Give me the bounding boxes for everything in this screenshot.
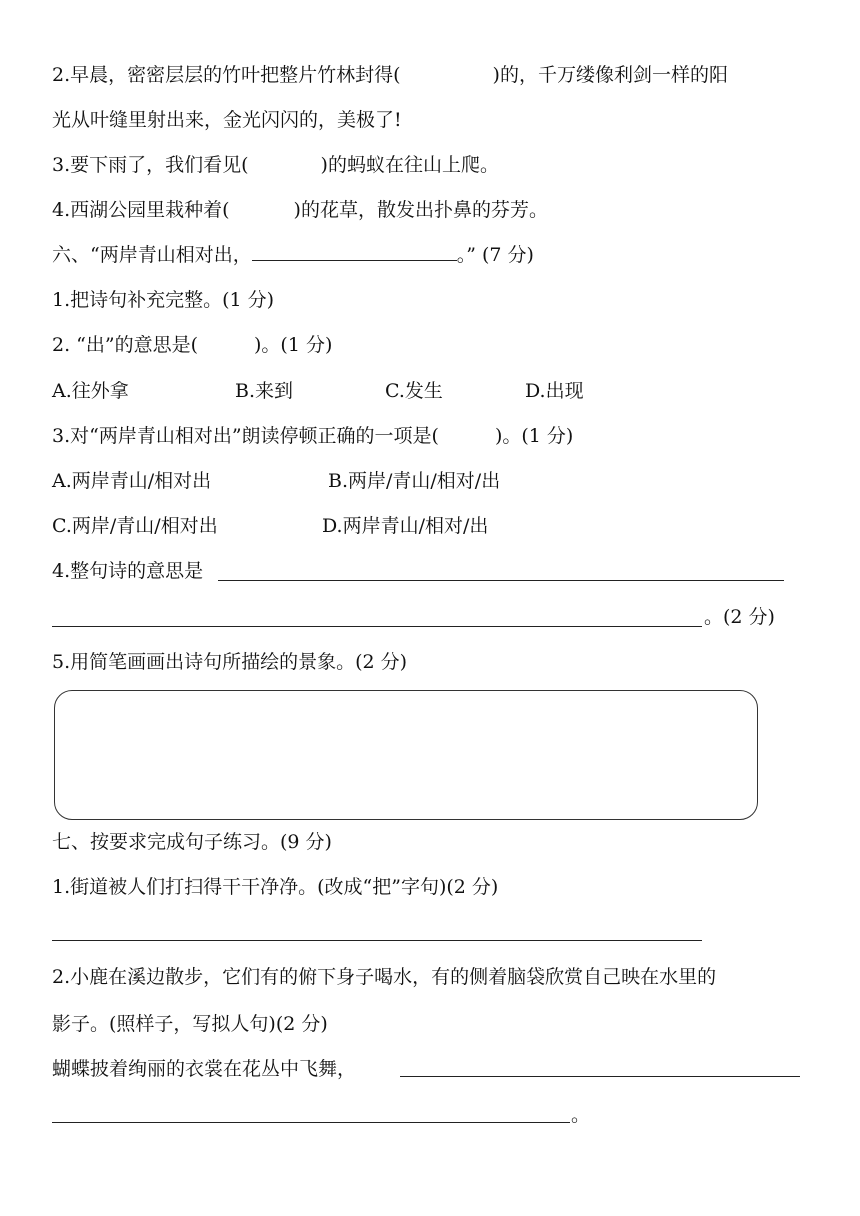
answer-line[interactable]	[52, 626, 702, 627]
section-6-question-1: 1.把诗句补充完整。(1 分)	[52, 289, 275, 311]
section-7-question-2-prompt: 蝴蝶披着绚丽的衣裳在花丛中飞舞，	[52, 1058, 357, 1080]
section-6-question-2-start: 2. “出”的意思是(	[52, 334, 199, 356]
section-6-question-3-end: )。(1 分)	[494, 425, 574, 447]
answer-line[interactable]	[400, 1076, 800, 1077]
section-6-question-2	[52, 332, 332, 358]
option-a[interactable]: A.两岸青山/相对出	[52, 470, 212, 492]
section-6-question-4-score: 。(2 分)	[704, 606, 775, 628]
option-c[interactable]: C.发生	[385, 380, 443, 402]
section-7-question-2-line-2: 影子。(照样子，写拟人句)(2 分)	[52, 1013, 328, 1035]
section-7-question-2-line-1: 2.小鹿在溪边散步，它们有的俯下身子喝水，有的侧着脑袋欣赏自己映在水里的	[52, 966, 717, 988]
option-c[interactable]: C.两岸/青山/相对出	[52, 515, 218, 537]
section-7-question-2-end: 。	[571, 1104, 591, 1126]
question-2-line-2: 光从叶缝里射出来，金光闪闪的，美极了!	[52, 109, 402, 131]
question-3	[52, 152, 499, 178]
question-4-text-end: )的花草，散发出扑鼻的芬芳。	[293, 199, 548, 221]
section-7-question-1: 1.街道被人们打扫得干干净净。(改成“把”字句)(2 分)	[52, 876, 499, 898]
section-6-title-start: 六、“两岸青山相对出，	[52, 244, 252, 266]
section-6-title	[52, 242, 534, 268]
section-6-question-3-start: 3.对“两岸青山相对出”朗读停顿正确的一项是(	[52, 425, 439, 447]
section-6-question-5: 5.用简笔画画出诗句所描绘的景象。(2 分)	[52, 651, 408, 673]
option-b[interactable]: B.两岸/青山/相对/出	[328, 470, 501, 492]
section-6-question-4: 4.整句诗的意思是	[52, 560, 204, 582]
answer-line[interactable]	[252, 242, 457, 261]
question-2-line-1	[52, 62, 728, 88]
question-3-text-end: )的蚂蚁在往山上爬。	[320, 154, 499, 176]
question-4-text-start: 4.西湖公园里栽种着(	[52, 199, 230, 221]
option-d[interactable]: D.两岸青山/相对/出	[322, 515, 489, 537]
section-6-question-3	[52, 423, 573, 449]
answer-line[interactable]	[218, 580, 784, 581]
answer-line[interactable]	[52, 1122, 570, 1123]
question-3-text-start: 3.要下雨了，我们看见(	[52, 154, 249, 176]
question-2-text-start: 2.早晨，密密层层的竹叶把整片竹林封得(	[52, 64, 401, 86]
section-6-title-end: 。” (7 分)	[456, 244, 534, 266]
section-7-title: 七、按要求完成句子练习。(9 分)	[52, 831, 332, 853]
option-b[interactable]: B.来到	[235, 380, 294, 402]
section-6-question-2-end: )。(1 分)	[254, 334, 333, 356]
option-d[interactable]: D.出现	[525, 380, 584, 402]
question-2-text-end: )的，千万缕像利剑一样的阳	[492, 64, 728, 86]
drawing-box[interactable]	[54, 690, 758, 820]
answer-line[interactable]	[52, 940, 702, 941]
question-4	[52, 197, 548, 223]
option-a[interactable]: A.往外拿	[52, 380, 129, 402]
